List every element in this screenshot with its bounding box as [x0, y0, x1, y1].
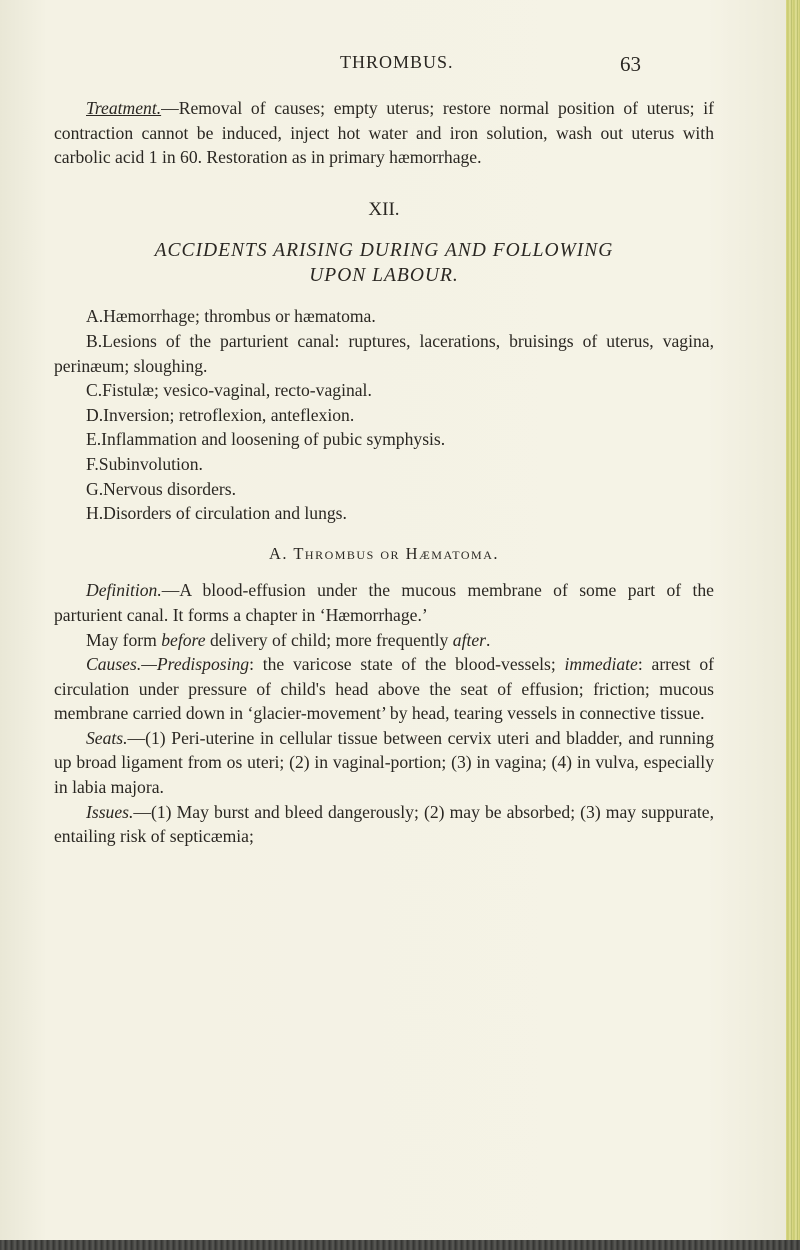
page-number: 63: [620, 52, 641, 76]
bottom-band: [0, 1240, 800, 1250]
causes-text-2: : arrest of circulation under pressure of child's head above the seat of effusion; friction; mucous membrane carried down in ‘glacier-movement’ by head, tearing vessels in connective tissue.: [54, 654, 715, 724]
accident-list: [54, 304, 714, 525]
list-item-letter: F.: [86, 453, 99, 474]
list-item-letter: B.: [86, 330, 103, 351]
issues-text: —(1) May burst and bleed dangerously; (2) may be absorbed; (3) may suppurate, entailing risk of septicæmia;: [54, 801, 714, 847]
definition-text: —A blood-effusion under the mucous membrane of some part of the parturient canal. It forms a chapter in ‘Hæmorrhage.’: [54, 580, 714, 625]
seats-text: —(1) Peri-uterine in cellular tissue between cervix uteri and bladder, and running up broad ligament from os uteri; (2) in vaginal-portion; (3) in vagina; (4) in vulva, especially in labia majora.: [54, 727, 714, 798]
section-title-line2: UPON LABOUR.: [309, 265, 459, 287]
section-number: XII.: [368, 198, 400, 220]
list-item-text: Lesions of the parturient canal: ruptures, lacerations, bruisings of uterus, vagina, perinæum; sloughing.: [54, 330, 714, 376]
list-item: [54, 378, 714, 403]
running-head: THROMBUS.: [340, 52, 454, 72]
treatment-label: Treatment.: [86, 98, 162, 118]
issues-label: Issues.: [86, 801, 134, 822]
formation-after: after: [452, 629, 486, 650]
issues-paragraph: [54, 800, 714, 849]
list-item-letter: D.: [86, 404, 104, 425]
list-item-text: Inversion; retroflexion, anteflexion.: [103, 404, 355, 425]
formation-text-2: delivery of child; more frequently: [205, 629, 453, 650]
causes-text-1: : the varicose state of the blood-vessels;: [249, 654, 565, 675]
list-item-text: Disorders of circulation and lungs.: [103, 503, 347, 524]
section-title: [54, 238, 714, 288]
causes-label: Causes.—Predisposing: [86, 654, 250, 675]
causes-immediate: immediate: [564, 654, 638, 675]
seats-label: Seats.: [86, 727, 128, 748]
list-item-text: Subinvolution.: [98, 453, 203, 474]
list-item-text: Inflammation and loosening of pubic symphysis.: [101, 429, 446, 450]
list-item: [54, 403, 714, 428]
list-item-letter: C.: [86, 380, 103, 401]
formation-text-1: May form: [86, 629, 162, 650]
list-item-letter: G.: [86, 478, 104, 499]
treatment-text: —Removal of causes; empty uterus; restore normal position of uterus; if contraction cannot be induced, inject hot water and iron solution, wash out uterus with carbolic acid 1 in 60. Restoration as in primary hæmorrhage.: [54, 98, 714, 168]
list-item-letter: H.: [86, 503, 104, 524]
list-item-text: Fistulæ; vesico-vaginal, recto-vaginal.: [102, 380, 372, 401]
definition-label: Definition.: [86, 580, 162, 601]
list-item: [54, 329, 714, 378]
page-edge: [786, 0, 800, 1250]
formation-text-3: .: [486, 629, 491, 650]
seats-paragraph: [54, 726, 714, 800]
definition-paragraph: [54, 578, 714, 627]
list-item-letter: E.: [86, 429, 102, 450]
formation-before: before: [161, 629, 206, 650]
formation-paragraph: [54, 628, 714, 653]
page-header: [0, 52, 786, 82]
subsection-heading: A. Thrombus or Hæmatoma.: [268, 543, 500, 563]
causes-paragraph: [54, 652, 714, 726]
treatment-paragraph: [54, 96, 714, 170]
list-item: [54, 427, 714, 452]
list-item: [54, 304, 714, 329]
list-item: [54, 452, 714, 477]
page-body: [54, 96, 714, 849]
list-item-text: Hæmorrhage; thrombus or hæmatoma.: [103, 306, 376, 327]
list-item-letter: A.: [86, 306, 104, 327]
section-title-line1: ACCIDENTS ARISING DURING AND FOLLOWING: [154, 240, 614, 262]
list-item: [54, 501, 714, 526]
list-item: [54, 477, 714, 502]
list-item-text: Nervous disorders.: [103, 478, 237, 499]
